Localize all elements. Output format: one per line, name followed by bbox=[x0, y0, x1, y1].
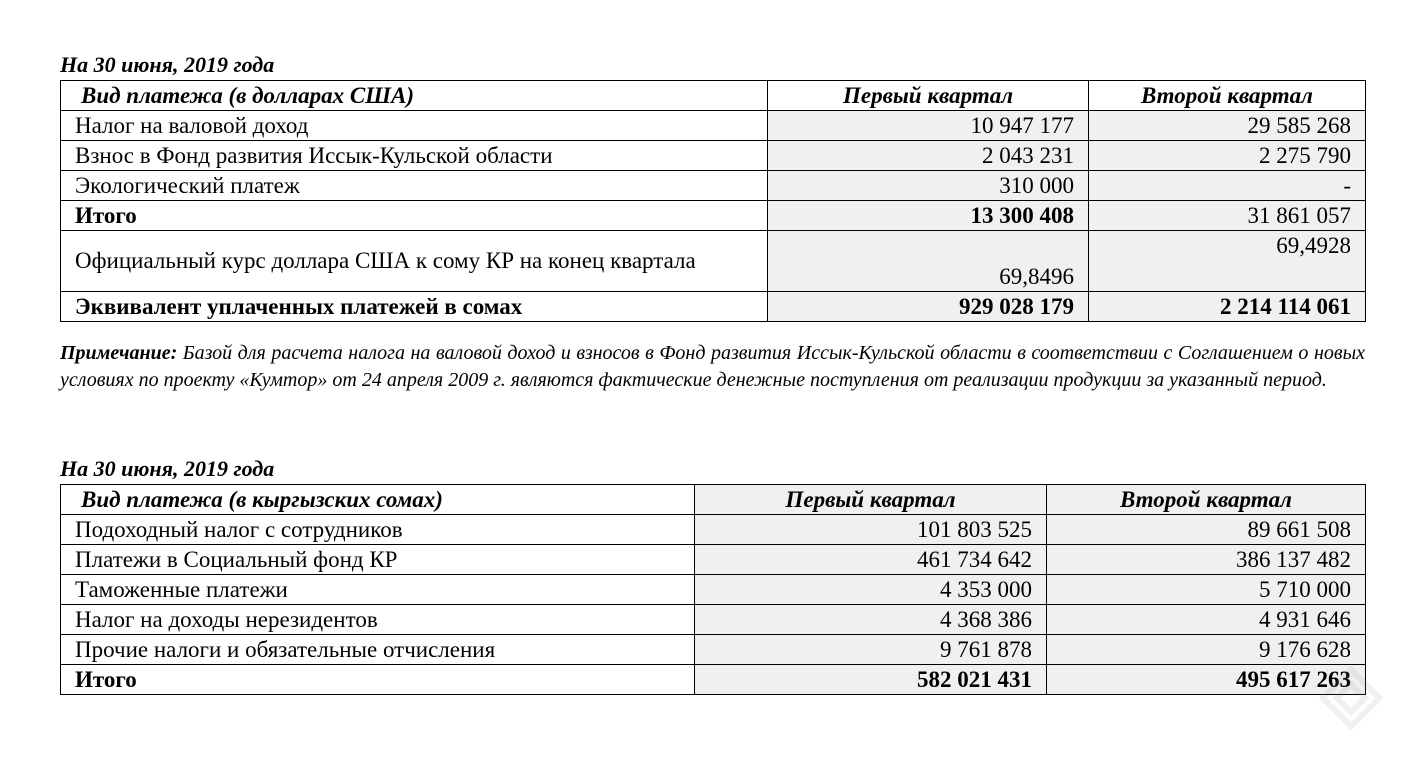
table-row-total bbox=[61, 201, 1366, 231]
row-label: Налог на доходы нерезидентов bbox=[61, 605, 695, 635]
row-label: Платежи в Социальный фонд КР bbox=[61, 545, 695, 575]
table-row-total bbox=[61, 665, 1366, 695]
row-label: Взнос в Фонд развития Иссык-Кульской области bbox=[61, 141, 768, 171]
note-prefix: Примечание: bbox=[60, 342, 178, 364]
q1-value: 2 043 231 bbox=[768, 141, 1089, 171]
q1-value: 461 734 642 bbox=[695, 545, 1047, 575]
usd-payments-table bbox=[60, 80, 1366, 322]
q2-value: 29 585 268 bbox=[1089, 111, 1366, 141]
q2-value: 5 710 000 bbox=[1047, 575, 1366, 605]
header-q2: Второй квартал bbox=[1047, 485, 1366, 515]
q2-value: - bbox=[1089, 171, 1366, 201]
table1-caption: На 30 июня, 2019 года bbox=[60, 52, 275, 77]
q1-value: 9 761 878 bbox=[695, 635, 1047, 665]
row-label: Итого bbox=[61, 201, 768, 231]
q2-value: 69,4928 bbox=[1089, 231, 1366, 292]
table-row bbox=[61, 171, 1366, 201]
q2-value: 2 275 790 bbox=[1089, 141, 1366, 171]
q2-value: 4 931 646 bbox=[1047, 605, 1366, 635]
q2-value: 9 176 628 bbox=[1047, 635, 1366, 665]
table-row bbox=[61, 575, 1366, 605]
table-header-row bbox=[61, 485, 1366, 515]
table-row bbox=[61, 545, 1366, 575]
q1-value: 4 353 000 bbox=[695, 575, 1047, 605]
row-label: Прочие налоги и обязательные отчисления bbox=[61, 635, 695, 665]
table2-caption: На 30 июня, 2019 года bbox=[60, 456, 275, 481]
row-label: Официальный курс доллара США к сому КР на конец квартала bbox=[61, 231, 768, 292]
q1-value: 101 803 525 bbox=[695, 515, 1047, 545]
row-label: Эквивалент уплаченных платежей в сомах bbox=[61, 292, 768, 322]
table-row bbox=[61, 141, 1366, 171]
q1-value: 310 000 bbox=[768, 171, 1089, 201]
row-label: Налог на валовой доход bbox=[61, 111, 768, 141]
q1-value: 69,8496 bbox=[768, 231, 1089, 292]
row-label: Итого bbox=[61, 665, 695, 695]
note-text: Базой для расчета налога на валовой доход и взносов в Фонд развития Иссык-Кульской области в соответствии с Соглашением о новых условиях по проекту «Кумтор» от 24 апреля 2009 г. являются фактические денежные поступления от реализации продукции за указанный период. bbox=[60, 342, 1365, 391]
q1-value: 4 368 386 bbox=[695, 605, 1047, 635]
header-q1: Первый квартал bbox=[695, 485, 1047, 515]
table-row bbox=[61, 605, 1366, 635]
table-header-row bbox=[61, 81, 1366, 111]
row-label: Подоходный налог с сотрудников bbox=[61, 515, 695, 545]
table-row bbox=[61, 231, 1366, 292]
table-row bbox=[61, 635, 1366, 665]
table-row bbox=[61, 515, 1366, 545]
header-q1: Первый квартал bbox=[768, 81, 1089, 111]
q1-value: 10 947 177 bbox=[768, 111, 1089, 141]
row-label: Экологический платеж bbox=[61, 171, 768, 201]
q2-value: 495 617 263 bbox=[1047, 665, 1366, 695]
q2-value: 2 214 114 061 bbox=[1089, 292, 1366, 322]
q2-value: 386 137 482 bbox=[1047, 545, 1366, 575]
q2-value: 31 861 057 bbox=[1089, 201, 1366, 231]
q1-value: 582 021 431 bbox=[695, 665, 1047, 695]
header-q2: Второй квартал bbox=[1089, 81, 1366, 111]
header-payment-type: Вид платежа (в долларах США) bbox=[61, 81, 768, 111]
row-label: Таможенные платежи bbox=[61, 575, 695, 605]
q1-value: 929 028 179 bbox=[768, 292, 1089, 322]
table-row-equivalent bbox=[61, 292, 1366, 322]
q2-value: 89 661 508 bbox=[1047, 515, 1366, 545]
table-row bbox=[61, 111, 1366, 141]
table1-note bbox=[60, 340, 1365, 394]
watermark-logo-icon bbox=[1306, 653, 1396, 743]
header-payment-type: Вид платежа (в кыргызских сомах) bbox=[61, 485, 695, 515]
q1-value: 13 300 408 bbox=[768, 201, 1089, 231]
kgs-payments-table bbox=[60, 484, 1366, 695]
